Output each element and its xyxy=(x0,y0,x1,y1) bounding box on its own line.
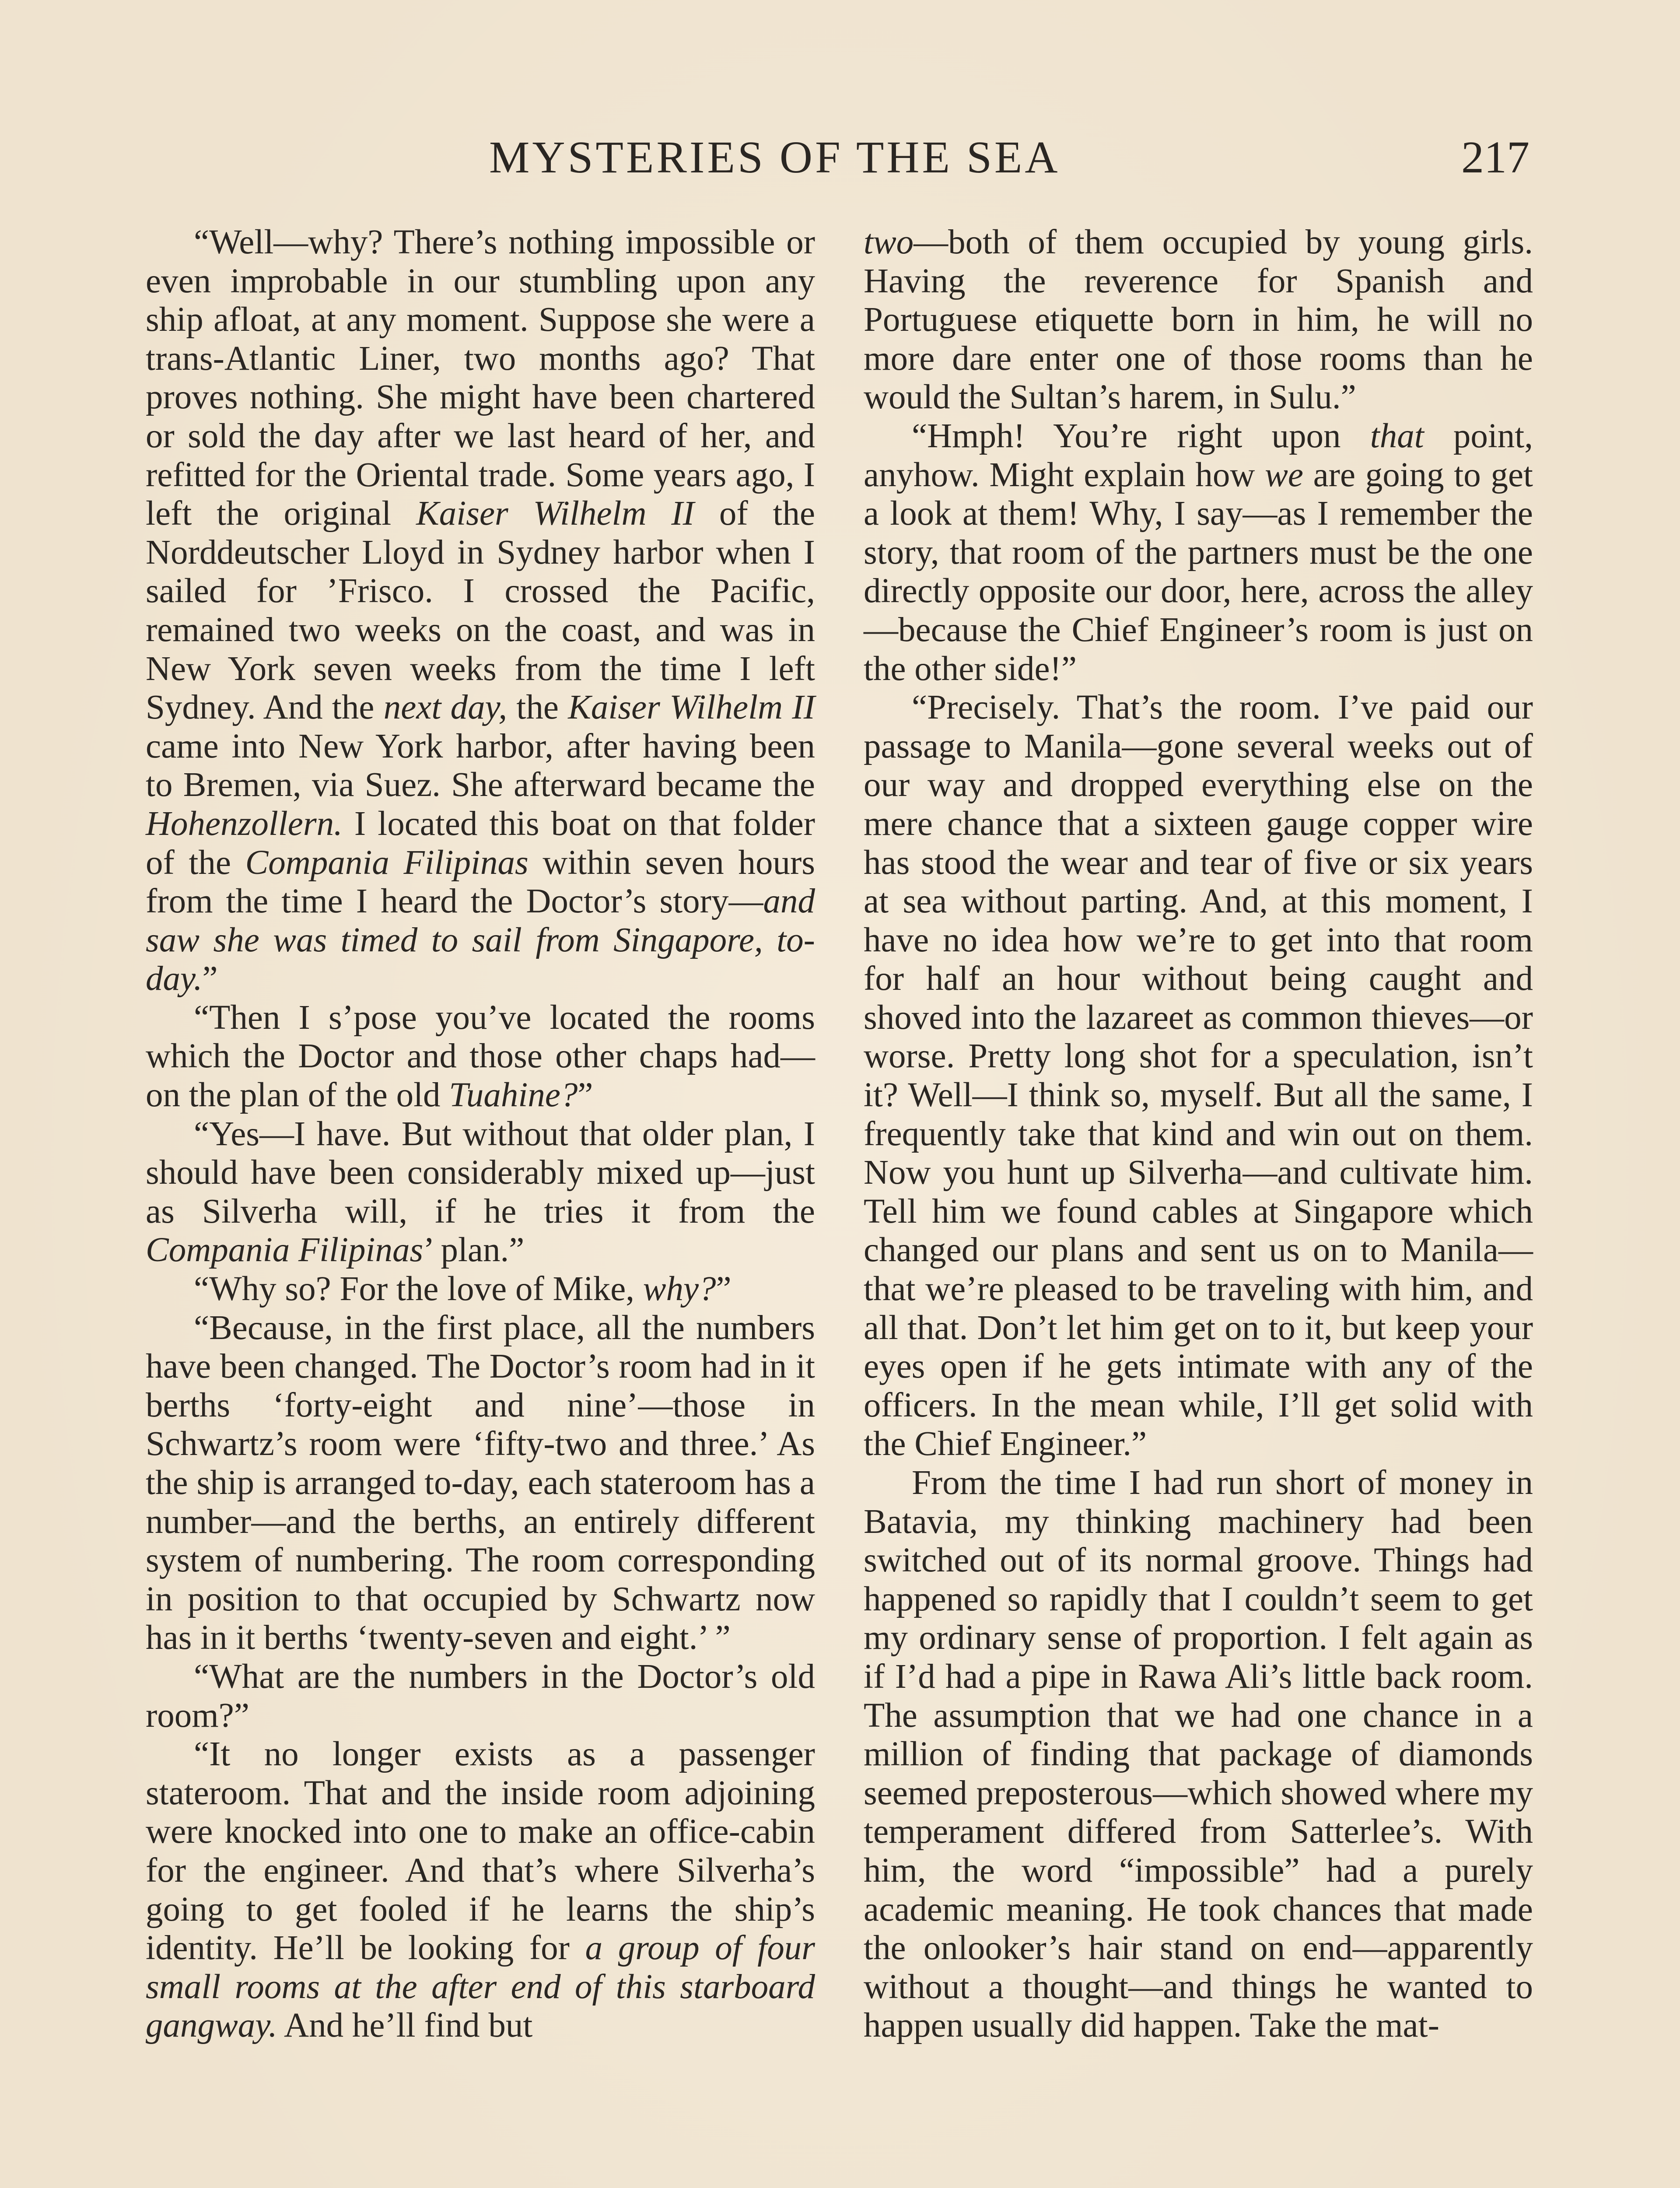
running-head xyxy=(0,127,1680,188)
italic-text-run: Kaiser Wilhelm II xyxy=(416,494,694,533)
paragraph xyxy=(864,688,1533,1464)
text-run: “Well—why? There’s nothing impossible or even improbable in our stumbling upon any ship afloat, at any moment. Suppose she were a trans-Atlantic Liner, two months ago? That proves nothing. She might have been chartered or sold the day after we last heard of her, and refitted for the Oriental trade. Some years ago, I left the original xyxy=(146,223,815,533)
text-run: came into New York harbor, after having been to Bremen, via Suez. She afterward became the xyxy=(146,727,815,804)
italic-text-run: Compania Filipinas xyxy=(146,1231,424,1269)
text-run: the xyxy=(507,688,568,727)
paragraph xyxy=(146,1735,815,2045)
text-run: ” xyxy=(202,960,218,998)
italic-text-run: Compania Filipinas xyxy=(245,843,528,882)
paragraph xyxy=(864,1464,1533,2045)
paragraph xyxy=(146,999,815,1115)
left-text-column xyxy=(146,223,815,2045)
paragraph xyxy=(864,417,1533,688)
paragraph xyxy=(146,1309,815,1658)
text-run: I located this boat on that folder of the xyxy=(146,804,815,882)
text-run: are going to get a look at them! Why, I say—as I remember the story, that room of the partners must be the one directly opposite our door, here, across the alley—because the Chief Engineer’s room is just on the other side!” xyxy=(864,456,1533,688)
text-run: “Why so? For the love of Mike, xyxy=(194,1270,643,1308)
italic-text-run: next day, xyxy=(383,688,508,727)
text-run: “It no longer exists as a passenger stateroom. That and the inside room adjoining were knocked into one to make an office-cabin for the engineer. And that’s where Silverha’s going to get fooled if he learns the ship’s identity. He’ll be looking for xyxy=(146,1735,815,1967)
text-run: point, anyhow. Might explain how xyxy=(864,417,1533,494)
paragraph xyxy=(146,1658,815,1735)
paragraph xyxy=(146,223,815,999)
text-run: of the Norddeutscher Lloyd in Sydney harbor when I sailed for ’Frisco. I crossed the Pacific, remained two weeks on the coast, and was in New York seven weeks from the time I left Sydney. And the xyxy=(146,494,816,727)
italic-text-run: Kaiser Wilhelm II xyxy=(568,688,816,727)
text-run: ’ plan.” xyxy=(423,1231,525,1269)
paragraph xyxy=(146,1115,815,1270)
text-run: “Then I s’pose you’ve located the rooms which the Doctor and those other chaps had—on the plan of the old xyxy=(146,998,815,1115)
text-run: “Precisely. That’s the room. I’ve paid our passage to Manila—gone several weeks out of our way and dropped everything else on the mere chance that a sixteen gauge copper wire has stood the wear and tear of five or six years at sea without parting. And, at this moment, I have no idea how we’re to get into that room for half an hour without being caught and shoved into the lazareet as common thieves—or worse. Pretty long shot for a speculation, isn’t it? Well—I think so, myself. But all the same, I frequently take that kind and win out on them. Now you hunt up Silverha—and cultivate him. Tell him we found cables at Singapore which changed our plans and sent us on to Manila—that we’re pleased to be traveling with him, and all that. Don’t let him get on to it, but keep your eyes open if he gets intimate with any of the officers. In the mean while, I’ll get solid with the Chief Engineer.” xyxy=(864,688,1533,1463)
paragraph xyxy=(864,223,1533,417)
right-text-column xyxy=(864,223,1533,2045)
text-run: “Hmph! You’re right upon xyxy=(912,417,1370,455)
italic-text-run: that xyxy=(1370,417,1424,455)
italic-text-run: two xyxy=(864,223,914,261)
text-run: From the time I had run short of money in Batavia, my thinking machinery had been switched out of its normal groove. Things had happened so rapidly that I couldn’t seem to get my ordinary sense of proportion. I felt again as if I’d had a pipe in Rawa Ali’s little back room. The assumption that we had one chance in a million of finding that package of diamonds seemed preposterous—which showed where my temperament differed from Satterlee’s. With him, the word “impossible” had a purely academic meaning. He took chances that made the onlooker’s hair stand on end—apparently without a thought—and things he wanted to happen usually did happen. Take the mat- xyxy=(864,1464,1533,2045)
text-run: “Because, in the first place, all the numbers have been changed. The Doctor’s room had in it berths ‘forty-eight and nine’—those in Schwartz’s room were ‘fifty-two and three.’ As the ship is arranged to-day, each stateroom has a number—and the berths, an entirely different system of numbering. The room corresponding in position to that occupied by Schwartz now has in it berths ‘twenty-seven and eight.’ ” xyxy=(146,1308,815,1657)
text-run: “What are the numbers in the Doctor’s old room?” xyxy=(146,1657,815,1735)
text-run: ” xyxy=(578,1076,593,1115)
text-run: —both of them occupied by young girls. Having the reverence for Spanish and Portuguese etiquette born in him, he will no more dare enter one of those rooms than he would the Sultan’s harem, in Sulu.” xyxy=(864,223,1533,417)
text-run: ” xyxy=(716,1270,732,1308)
running-title: MYSTERIES OF THE SEA xyxy=(489,132,1060,182)
italic-text-run: and saw she was timed to sail from Singapore, to-day. xyxy=(146,882,815,998)
paragraph xyxy=(146,1270,815,1309)
italic-text-run: we xyxy=(1265,456,1303,494)
text-run: And he’ll find but xyxy=(277,2006,533,2045)
italic-text-run: Hohenzollern. xyxy=(146,804,343,843)
italic-text-run: Tuahine? xyxy=(449,1076,578,1115)
page-number: 217 xyxy=(1461,132,1530,182)
italic-text-run: why? xyxy=(643,1270,716,1308)
italic-text-run: a group of four small rooms at the after end of this starboard gangway. xyxy=(146,1929,815,2045)
text-run: within seven hours from the time I heard the Doctor’s story— xyxy=(146,843,815,921)
text-run: “Yes—I have. But without that older plan, I should have been considerably mixed up—just as Silverha will, if he tries it from the xyxy=(146,1115,815,1231)
